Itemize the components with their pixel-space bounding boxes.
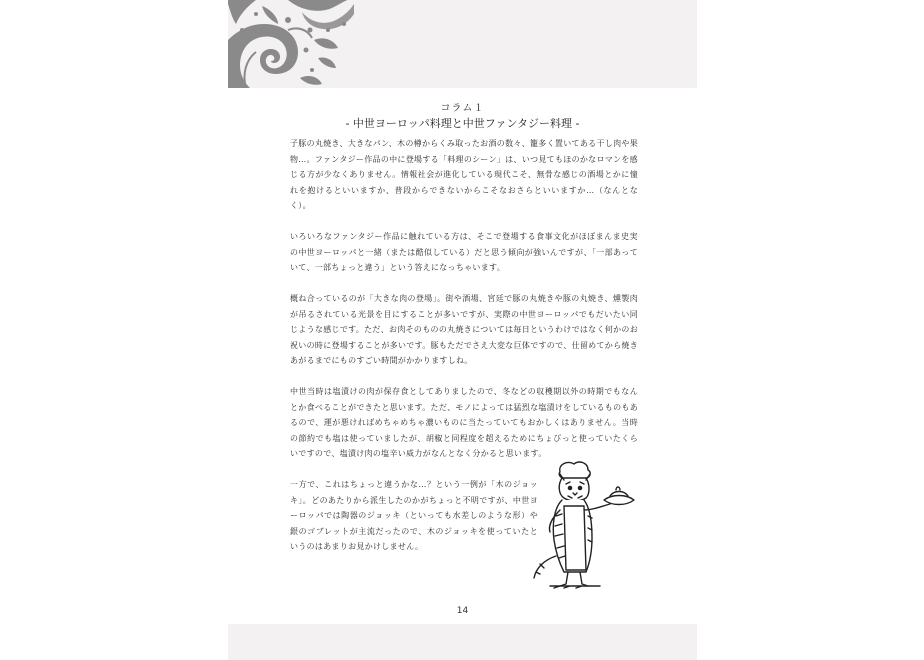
document-page xyxy=(228,0,697,660)
column-label: コラム１ xyxy=(440,103,485,114)
paragraph: 一方で、これはちょっと違うかな…？という一例が「木のジョッキ」。どのあたりから派生したのかがちょっと不明ですが、中世ヨーロッパでは陶器のジョッキ（といっても水差しのような形）や銀のゴブレットが主流だったので、木のジョッキを使っていたというのはあまりお見かけしません。 xyxy=(290,480,538,551)
header-band xyxy=(228,0,697,88)
article-title: - 中世ヨーロッパ料理と中世ファンタジー料理 - xyxy=(345,117,580,130)
cat-chef-illustration xyxy=(530,460,640,590)
scroll-ornament-icon xyxy=(228,0,358,88)
paragraph: 子豚の丸焼き、大きなパン、木の樽からくみ取ったお酒の数々、籠多く置いてある干し肉や果物…。ファンタジー作品の中に登場する「料理のシーン」は、いつ見てもほのかなロマンを感じる方が少なくありません。情報社会が進化している現代こそ、無骨な感じの酒場とかに憧れを抱けるといいますか、普段からできないからこそなおさらといいますか…（なんとなく）。 xyxy=(290,139,638,210)
paragraph: 中世当時は塩漬けの肉が保存食としてありましたので、冬などの収穫期以外の時期でもなんとか食べることができたと思います。ただ、モノによっては猛烈な塩漬けをしているものもあるので、運が悪ければめちゃめちゃ濃いものに当たっていてもおかしくはありません。当時の節約でも塩は使っていましたが、胡椒と同程度を超えるためにちょびっと使っていたくらいですので、塩漬け肉の塩辛い威力がなんとなく分かると思います。 xyxy=(290,387,638,458)
paragraph: 概ね合っているのが「大きな肉の登場」。街や酒場、宮廷で豚の丸焼きや豚の丸焼き、燻製肉が吊るされている光景を目にすることが多いですが、実際の中世ヨーロッパでもだいたい同じような感じです。ただ、お肉そのものの丸焼きについては毎日というわけではなく何かのお祝いの時に登場することが多いです。豚もただでさえ大変な巨体ですので、仕留めてから焼きあがるまでにものすごい時間がかかりますしね。 xyxy=(290,294,638,365)
paragraph: いろいろなファンタジー作品に触れている方は、そこで登場する食事文化がほぼまんま史実の中世ヨーロッパと一緒（または酷似している）だと思う傾向が強いんですが、「一部あっていて、一部ちょっと違う」という答えになっちゃいます。 xyxy=(290,232,638,272)
footer-band xyxy=(228,624,697,660)
page-number: 14 xyxy=(456,606,469,616)
